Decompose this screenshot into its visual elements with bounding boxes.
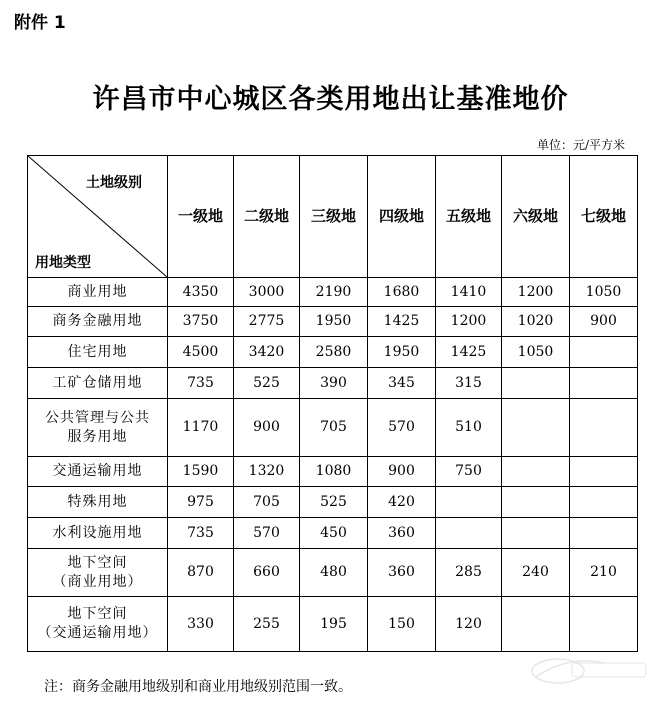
price-cell: 1020: [502, 307, 570, 337]
price-cell: 1680: [368, 278, 436, 307]
price-cell: 120: [436, 597, 502, 652]
price-cell: 1950: [300, 307, 368, 337]
unit-label: 单位：元/平方米: [536, 138, 625, 152]
grade-header: 四级地: [368, 156, 436, 278]
land-type-label: 工矿仓储用地: [52, 374, 143, 391]
table-row: [28, 399, 638, 457]
table-row: [28, 597, 638, 652]
document-title: 许昌市中心城区各类用地出让基准地价: [92, 84, 569, 115]
table-row: [28, 518, 638, 549]
price-cell: 900: [570, 307, 638, 337]
table-header-row: [28, 156, 638, 278]
price-cell: 870: [168, 549, 234, 597]
price-cell: 735: [168, 368, 234, 399]
attachment-label: 附件 1: [14, 13, 66, 33]
price-cell: 1950: [368, 337, 436, 368]
land-type-cell: [28, 518, 168, 549]
price-cell: 3420: [234, 337, 300, 368]
land-type-label: 水利设施用地: [52, 524, 143, 541]
price-cell: 345: [368, 368, 436, 399]
price-cell: 420: [368, 487, 436, 518]
price-cell: 330: [168, 597, 234, 652]
table-body: [28, 278, 638, 652]
grade-header: 六级地: [502, 156, 570, 278]
land-type-label: 特殊用地: [67, 493, 128, 510]
price-cell: 195: [300, 597, 368, 652]
price-cell: 210: [570, 549, 638, 597]
price-cell: 570: [234, 518, 300, 549]
price-cell: [570, 597, 638, 652]
table-corner-cell: [28, 156, 168, 278]
land-type-cell: [28, 307, 168, 337]
price-cell: 735: [168, 518, 234, 549]
price-cell: 750: [436, 457, 502, 487]
price-cell: 285: [436, 549, 502, 597]
price-cell: [502, 368, 570, 399]
land-type-label: 商务金融用地: [52, 313, 143, 329]
grade-header: 七级地: [570, 156, 638, 278]
price-cell: 1050: [570, 278, 638, 307]
price-cell: 360: [368, 518, 436, 549]
land-price-table: [27, 155, 638, 652]
land-type-cell: [28, 278, 168, 307]
table-row: [28, 487, 638, 518]
price-cell: [502, 399, 570, 457]
price-cell: 480: [300, 549, 368, 597]
corner-grade-label: 土地级别: [86, 175, 142, 191]
grade-header: 三级地: [300, 156, 368, 278]
price-cell: 900: [234, 399, 300, 457]
price-cell: 1080: [300, 457, 368, 487]
price-cell: 705: [300, 399, 368, 457]
price-cell: 1410: [436, 278, 502, 307]
price-cell: 1200: [436, 307, 502, 337]
table-row: [28, 549, 638, 597]
watermark-logo: [528, 651, 650, 691]
table-row: [28, 278, 638, 307]
price-cell: 510: [436, 399, 502, 457]
price-cell: 1320: [234, 457, 300, 487]
price-cell: 390: [300, 368, 368, 399]
land-type-label: 公共管理与公共: [45, 409, 150, 426]
footnote: 注：商务金融用地级别和商业用地级别范围一致。: [44, 679, 352, 695]
land-type-label: 服务用地: [67, 428, 128, 445]
price-cell: 660: [234, 549, 300, 597]
price-cell: 4350: [168, 278, 234, 307]
price-cell: 705: [234, 487, 300, 518]
land-type-label: （交通运输用地）: [37, 625, 158, 641]
price-cell: [570, 487, 638, 518]
price-cell: 1425: [368, 307, 436, 337]
price-cell: 4500: [168, 337, 234, 368]
land-type-cell: [28, 368, 168, 399]
price-cell: 1425: [436, 337, 502, 368]
price-cell: 3000: [234, 278, 300, 307]
table-row: [28, 457, 638, 487]
land-type-cell: [28, 597, 168, 652]
land-type-label: 地下空间: [67, 554, 128, 571]
land-type-label: 交通运输用地: [52, 463, 143, 479]
price-cell: [570, 399, 638, 457]
price-cell: 255: [234, 597, 300, 652]
price-cell: 1170: [168, 399, 234, 457]
land-type-cell: [28, 457, 168, 487]
price-cell: 1200: [502, 278, 570, 307]
grade-header: 二级地: [234, 156, 300, 278]
grade-header: 五级地: [436, 156, 502, 278]
table-row: [28, 368, 638, 399]
land-type-label: 住宅用地: [67, 343, 128, 360]
land-type-cell: [28, 549, 168, 597]
land-type-label: （商业用地）: [52, 573, 143, 590]
price-cell: 2580: [300, 337, 368, 368]
price-cell: 240: [502, 549, 570, 597]
price-cell: 525: [300, 487, 368, 518]
land-type-cell: [28, 487, 168, 518]
price-cell: 450: [300, 518, 368, 549]
price-cell: 570: [368, 399, 436, 457]
price-cell: [502, 597, 570, 652]
price-cell: [436, 518, 502, 549]
grade-header: 一级地: [168, 156, 234, 278]
land-type-label: 商业用地: [67, 283, 128, 300]
price-cell: 150: [368, 597, 436, 652]
price-cell: 1050: [502, 337, 570, 368]
price-cell: 525: [234, 368, 300, 399]
price-cell: [502, 487, 570, 518]
price-cell: [436, 487, 502, 518]
price-cell: [570, 368, 638, 399]
land-type-cell: [28, 337, 168, 368]
corner-type-label: 用地类型: [35, 255, 91, 271]
price-cell: 975: [168, 487, 234, 518]
price-cell: 3750: [168, 307, 234, 337]
price-cell: [502, 457, 570, 487]
table-row: [28, 307, 638, 337]
price-cell: 2190: [300, 278, 368, 307]
price-cell: [570, 337, 638, 368]
price-cell: [570, 457, 638, 487]
price-cell: 900: [368, 457, 436, 487]
price-cell: 2775: [234, 307, 300, 337]
price-cell: 1590: [168, 457, 234, 487]
table-row: [28, 337, 638, 368]
price-cell: 315: [436, 368, 502, 399]
price-cell: [570, 518, 638, 549]
land-type-cell: [28, 399, 168, 457]
price-cell: 360: [368, 549, 436, 597]
land-type-label: 地下空间: [67, 606, 128, 622]
price-cell: [502, 518, 570, 549]
